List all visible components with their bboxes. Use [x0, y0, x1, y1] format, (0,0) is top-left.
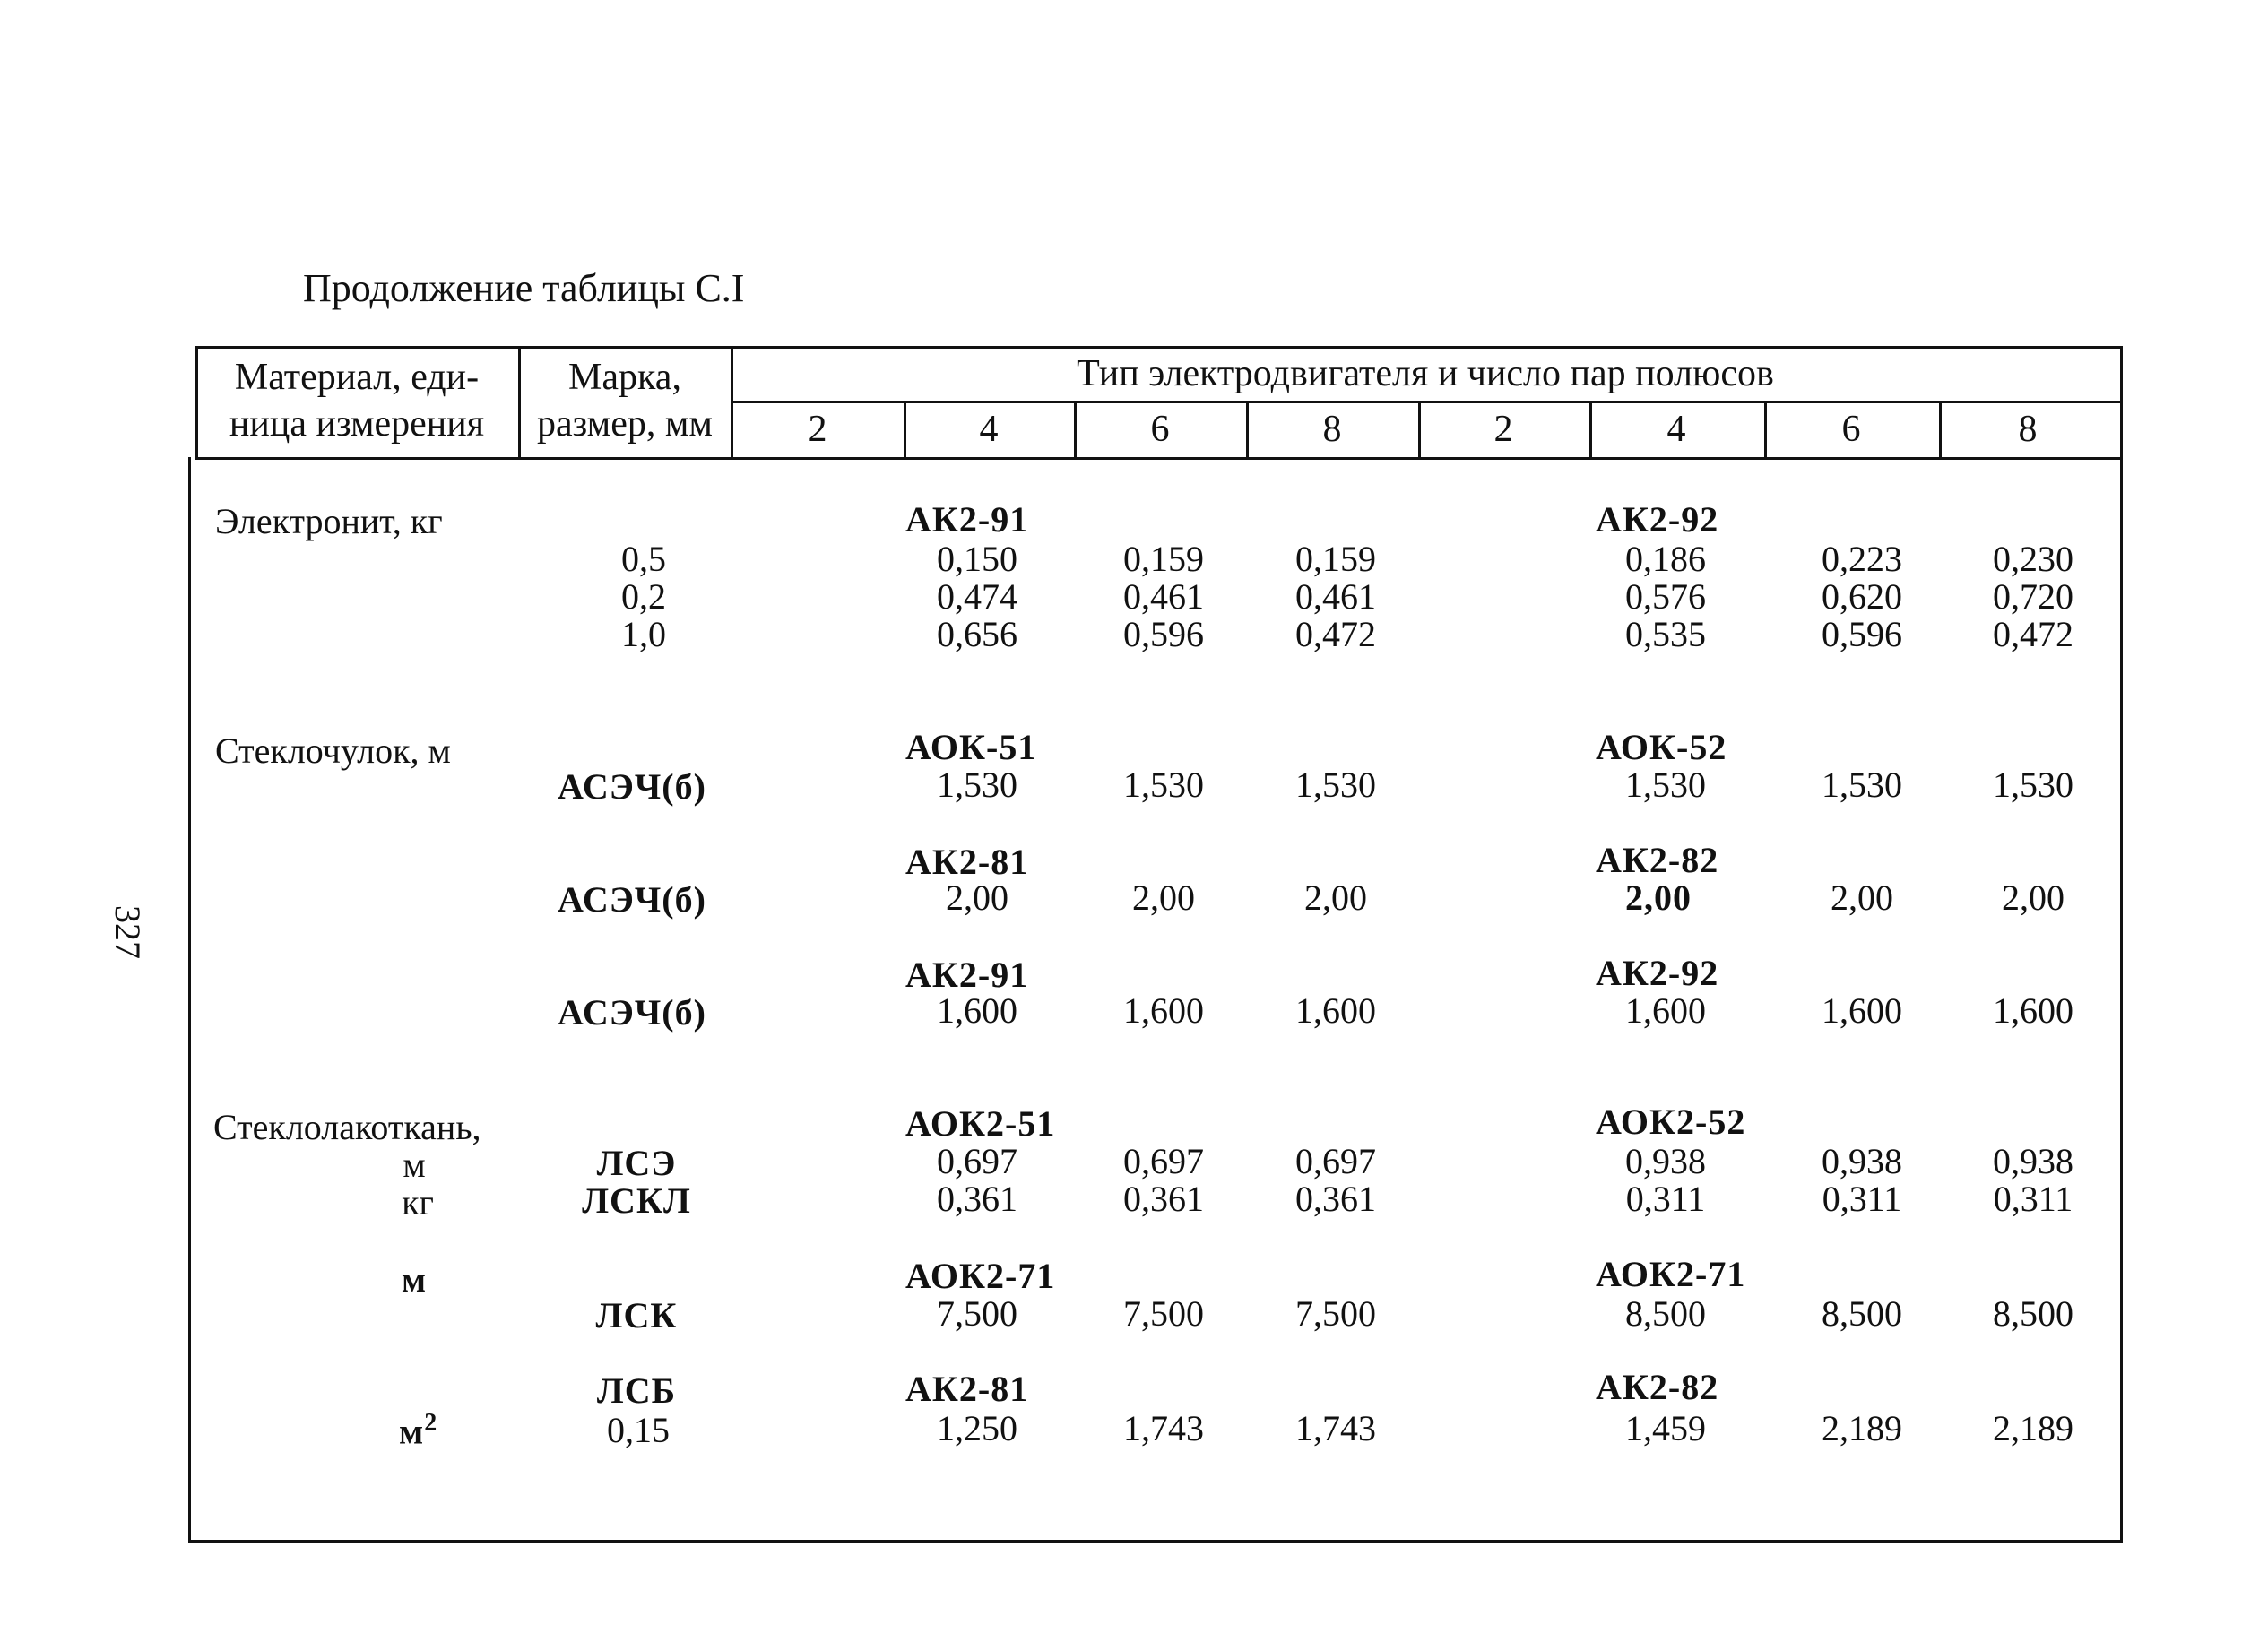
mark-cell: ЛСЭ: [596, 1143, 677, 1183]
mark-cell: АСЭЧ(б): [558, 879, 706, 920]
header-group-title: Тип электродвигателя и число пар полюсов: [1077, 353, 1774, 394]
header-mark-line2: размер, мм: [536, 403, 714, 445]
value-cell: 0,474: [937, 576, 1017, 617]
header-pole: 2: [1493, 409, 1513, 450]
motor-type-left: АОК-51: [905, 727, 1037, 767]
value-cell: 0,159: [1123, 539, 1204, 579]
left-border-header: [195, 346, 198, 459]
pole-divider: [904, 401, 906, 459]
table-top-border: [195, 346, 2123, 349]
pole-divider: [1074, 401, 1077, 459]
value-cell: 2,00: [1132, 877, 1195, 918]
header-pole: 6: [1841, 409, 1861, 450]
motor-type-left: АК2-91: [905, 499, 1029, 540]
value-cell: 7,500: [1123, 1293, 1204, 1334]
value-cell: 0,361: [1123, 1179, 1204, 1219]
value-cell: 1,743: [1295, 1408, 1376, 1448]
header-pole: 8: [1322, 409, 1342, 450]
motor-type-right: АК2-92: [1596, 499, 1719, 540]
value-cell: 1,600: [1993, 990, 2073, 1031]
value-cell: 0,938: [1822, 1141, 1902, 1181]
table-caption: Продолжение таблицы С.I: [303, 266, 745, 310]
header-pole: 6: [1150, 409, 1170, 450]
motor-type-right: АК2-82: [1596, 1367, 1719, 1407]
motor-type-right: АОК2-52: [1596, 1102, 1746, 1142]
mark-cell: АСЭЧ(б): [558, 766, 706, 807]
header-divider-2: [731, 346, 733, 459]
value-cell: 0,596: [1822, 614, 1902, 654]
value-cell: 1,459: [1625, 1408, 1706, 1448]
value-cell: 1,250: [937, 1408, 1017, 1448]
pole-divider: [1764, 401, 1767, 459]
value-cell: 0,472: [1993, 614, 2073, 654]
motor-type-left: АК2-81: [905, 842, 1029, 882]
value-cell: 0,361: [937, 1179, 1017, 1219]
value-cell: 0,596: [1123, 614, 1204, 654]
material-label: Электронит, кг: [215, 501, 443, 541]
value-cell: 1,600: [1822, 990, 1902, 1031]
motor-type-left: АОК2-71: [905, 1256, 1056, 1296]
group-divider: [733, 401, 2123, 403]
mark-cell: АСЭЧ(б): [558, 992, 706, 1033]
value-cell: 0,311: [1993, 1179, 2073, 1219]
motor-type-right: АК2-82: [1596, 840, 1719, 880]
header-pole: 2: [808, 409, 827, 450]
value-cell: 2,00: [946, 877, 1008, 918]
value-cell: 0,656: [937, 614, 1017, 654]
value-cell: 1,530: [1993, 765, 2073, 805]
mark-cell: 1,0: [621, 614, 666, 654]
header-material-line1: Материал, еди-: [234, 357, 480, 398]
value-cell: 1,530: [937, 765, 1017, 805]
pole-divider: [1939, 401, 1942, 459]
value-cell: 2,00: [1831, 877, 1893, 918]
unit-cell: $м^2$: [399, 1409, 438, 1452]
value-cell: 0,697: [937, 1141, 1017, 1181]
value-cell: 0,311: [1822, 1179, 1902, 1219]
motor-type-left: АК2-91: [905, 955, 1029, 995]
value-cell: 0,311: [1625, 1179, 1706, 1219]
pole-divider: [1418, 401, 1421, 459]
mark-cell: 0,2: [621, 576, 666, 617]
material-label: Стеклочулок, м: [215, 730, 451, 771]
value-cell: 1,600: [1295, 990, 1376, 1031]
motor-type-left: АОК2-51: [905, 1103, 1056, 1144]
value-cell: 8,500: [1822, 1293, 1902, 1334]
value-cell: 0,697: [1295, 1141, 1376, 1181]
mark-cell: ЛСК: [595, 1295, 678, 1335]
value-cell: 0,720: [1993, 576, 2073, 617]
motor-type-right: АОК-52: [1596, 727, 1727, 767]
value-cell: 0,186: [1625, 539, 1706, 579]
value-cell: 0,938: [1993, 1141, 2073, 1181]
right-border: [2120, 346, 2123, 1543]
value-cell: 7,500: [937, 1293, 1017, 1334]
motor-type-right: АОК2-71: [1596, 1254, 1746, 1294]
value-cell: 1,600: [937, 990, 1017, 1031]
value-cell: 1,530: [1123, 765, 1204, 805]
table-bottom-border: [188, 1540, 2123, 1543]
header-pole: 4: [1666, 409, 1686, 450]
value-cell: 1,530: [1822, 765, 1902, 805]
header-pole: 4: [979, 409, 999, 450]
unit-cell: м: [403, 1145, 426, 1185]
material-label: Стеклолакоткань,: [213, 1107, 481, 1147]
value-cell: 0,223: [1822, 539, 1902, 579]
value-cell: 0,535: [1625, 614, 1706, 654]
value-cell: 0,461: [1295, 576, 1376, 617]
pole-divider: [1589, 401, 1592, 459]
left-border-body: [188, 457, 191, 1542]
value-cell: 2,00: [2002, 877, 2065, 918]
mark-cell: 0,15: [607, 1410, 670, 1450]
value-cell: 0,576: [1625, 576, 1706, 617]
header-divider-1: [518, 346, 521, 459]
value-cell: 2,189: [1822, 1408, 1902, 1448]
value-cell: 0,620: [1822, 576, 1902, 617]
value-cell: 2,00: [1625, 877, 1692, 918]
mark-cell: ЛСКЛ: [582, 1180, 691, 1221]
value-cell: 2,189: [1993, 1408, 2073, 1448]
value-cell: 1,530: [1625, 765, 1706, 805]
value-cell: 0,938: [1625, 1141, 1706, 1181]
value-cell: 0,230: [1993, 539, 2073, 579]
header-pole: 8: [2018, 409, 2038, 450]
header-bottom-border: [195, 457, 2123, 460]
value-cell: 0,472: [1295, 614, 1376, 654]
value-cell: 0,159: [1295, 539, 1376, 579]
mark-cell: ЛСБ: [596, 1370, 677, 1411]
value-cell: 2,00: [1304, 877, 1367, 918]
value-cell: 1,600: [1625, 990, 1706, 1031]
value-cell: 1,743: [1123, 1408, 1204, 1448]
mark-cell: 0,5: [621, 539, 666, 579]
value-cell: 0,150: [937, 539, 1017, 579]
value-cell: 8,500: [1625, 1293, 1706, 1334]
page-number: 327: [108, 905, 148, 959]
header-mark-line1: Марка,: [568, 357, 681, 398]
pole-divider: [1246, 401, 1249, 459]
value-cell: 0,461: [1123, 576, 1204, 617]
value-cell: 1,600: [1123, 990, 1204, 1031]
header-material-line2: ница измерения: [229, 403, 485, 445]
unit-cell: кг: [402, 1182, 434, 1223]
motor-type-left: АК2-81: [905, 1369, 1029, 1409]
value-cell: 7,500: [1295, 1293, 1376, 1334]
value-cell: 8,500: [1993, 1293, 2073, 1334]
value-cell: 0,697: [1123, 1141, 1204, 1181]
value-cell: 0,361: [1295, 1179, 1376, 1219]
value-cell: 1,530: [1295, 765, 1376, 805]
motor-type-right: АК2-92: [1596, 953, 1719, 993]
unit-cell: м: [401, 1259, 428, 1300]
